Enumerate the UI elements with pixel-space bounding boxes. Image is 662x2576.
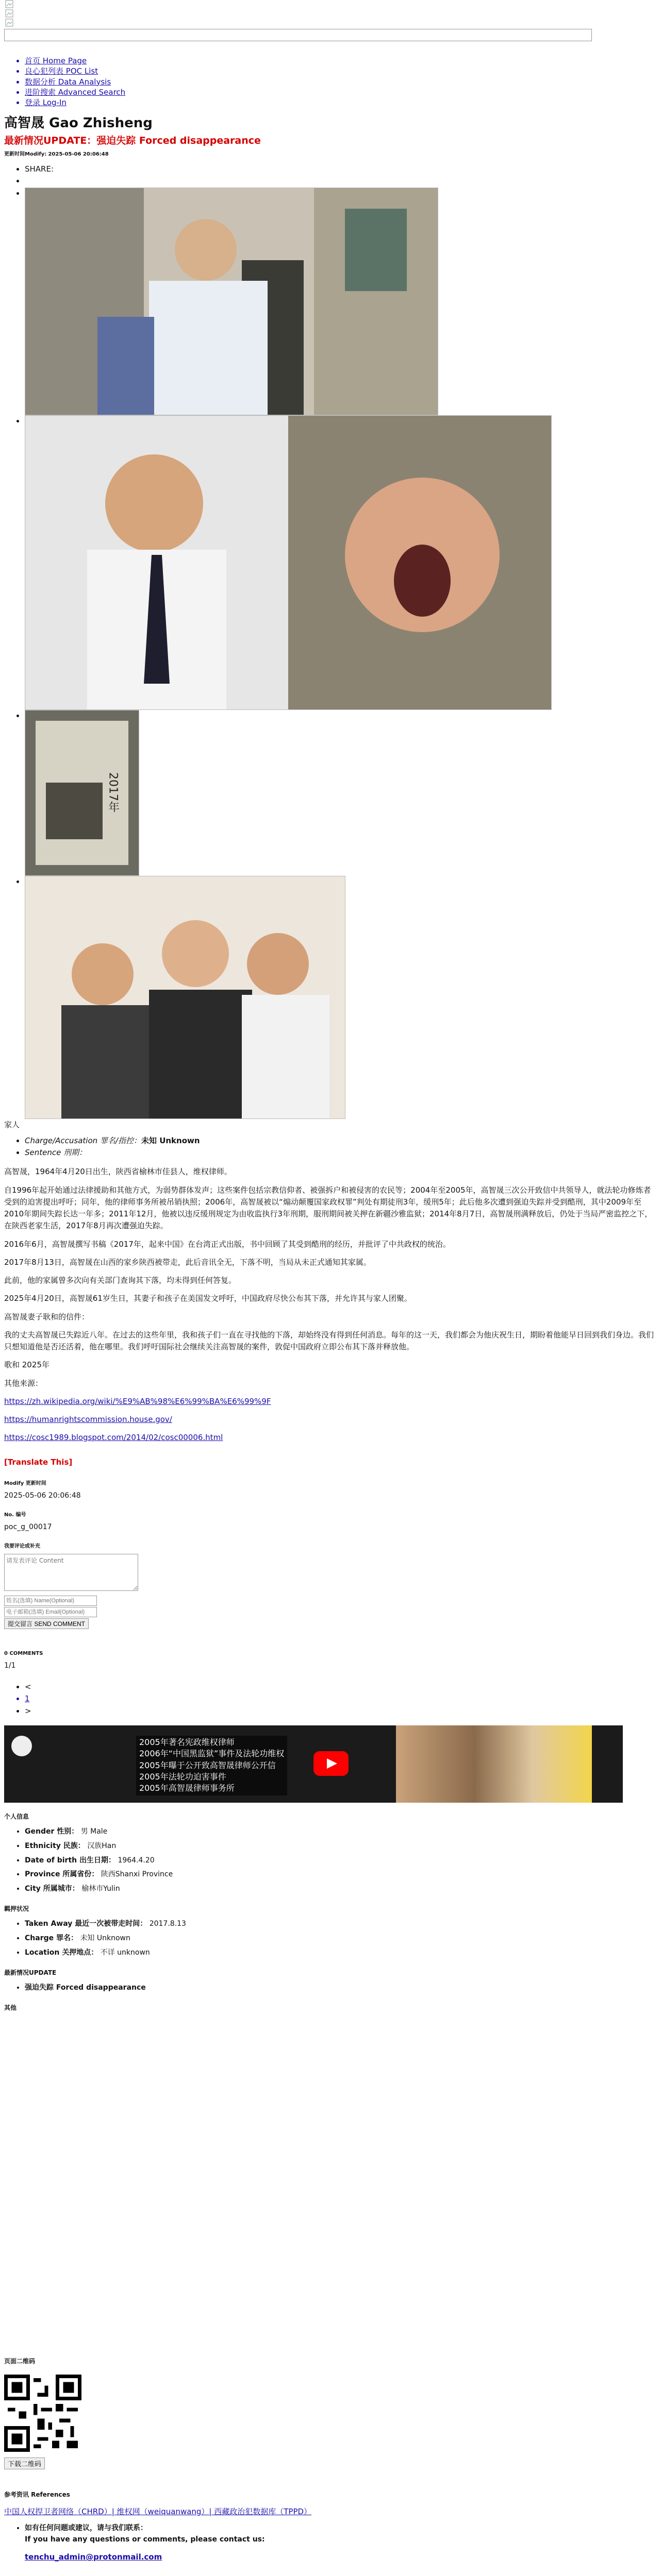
references-links[interactable]: 中国人权捍卫者网络（CHRD）| 维权网（weiquanwang）| 西藏政治犯数据库（TPPD） [4, 2506, 312, 2516]
page-title: 高智晟 Gao Zhisheng [4, 115, 153, 131]
news-photo-pair [25, 415, 552, 710]
info-item: • City 所属城市： 榆林市Yulin [25, 1884, 658, 1895]
contact-item [25, 2523, 658, 2545]
qr-heading: 页面二维码 [4, 2358, 36, 2365]
bio-paragraph: 自1996年起开始通过法律援助和其他方式，为弱势群体发声；这些案件包括宗教信仰者、被强拆户和被侵害的农民等；2004年至2005年，高智晟三次公开致信中共领导人，就法轮功修炼者受到的迫害提出呼吁；同年，他的律师事务所被吊销执照；2006年，高智晟被以“煽动颠覆国家政权罪”判处有期徒刑3年，缓刑5年；此后他多次遭到强迫失踪并受到酷刑，其中2009年至2010年期间失踪长达一年多；2011年12月，他被以违反缓刑规定为由收监执行3年刑期，服刑期间被关押在新疆沙雅监狱；2014年8月7日，高智晟刑满释放后，仍处于当局严密监控之下，在陕西老家生活，2017年8月再次遭强迫失踪。 [4, 1185, 653, 1231]
sentence-label: Sentence 刑期： [25, 1148, 87, 1157]
nav-item-login[interactable]: • 登录 Log-In [25, 97, 658, 108]
share-empty-item [25, 175, 658, 187]
info-item: • Province 所属省份： 陕西Shanxi Province [25, 1869, 658, 1880]
charge-item [25, 1135, 658, 1147]
references-heading: 参考资讯 References [4, 2491, 70, 2499]
modified-label: 更新时间Modify: [4, 151, 47, 157]
channel-avatar [11, 1736, 32, 1756]
search-input[interactable] [4, 29, 592, 41]
bio-paragraph: 高智晟妻子耿和的信件： [4, 1312, 90, 1321]
info-item: • Gender 性别： 男 Male [25, 1826, 658, 1838]
comments-count: 0 COMMENTS [4, 1650, 43, 1656]
update-item: • 强迫失踪 Forced disappearance [25, 1982, 658, 1994]
nav-item-data-analysis[interactable]: • 数据分析 Data Analysis [25, 77, 658, 87]
video-line: 2005年高智晟律师事务所 [139, 1783, 235, 1793]
info-item: • Location 关押地点： 不详 unknown [25, 1947, 658, 1959]
spacer [4, 2018, 658, 2347]
pagination-next[interactable]: • > [25, 1705, 658, 1717]
source-link[interactable]: https://humanrightscommission.house.gov/ [4, 1415, 172, 1424]
broken-image-icon [5, 9, 14, 19]
update-status: 最新情况UPDATE：强迫失踪 Forced disappearance [4, 134, 261, 146]
photo-item [25, 188, 658, 415]
video-thumbnail-photo [396, 1725, 592, 1803]
svg-text:2017年: • 2017年 [106, 772, 120, 812]
bio-paragraph: 此前，他的家属曾多次向有关部门查询其下落，均未得到任何答复。 [4, 1276, 237, 1285]
email-field[interactable] [4, 1607, 97, 1617]
bio-paragraph: 2017年8月13日，高智晟在山西的家乡陕西被带走，此后音讯全无，下落不明，当局从未正式通知其家属。 [4, 1257, 371, 1267]
comment-form-label: 我要评论或补充 [4, 1544, 40, 1550]
video-line: 2005年法轮功迫害事件 [139, 1771, 226, 1782]
nav-item-home[interactable]: • 首页 Home Page [25, 56, 658, 66]
comment-textarea[interactable] [4, 1554, 138, 1591]
source-link[interactable]: https://zh.wikipedia.org/wiki/%E9%AB%98%E6%99%BA%E6%99%9F [4, 1396, 271, 1406]
charge-value: 未知 Unknown [141, 1136, 200, 1145]
book-cover-photo [25, 710, 139, 876]
update-list [4, 1982, 658, 1994]
nav-item-poc-list[interactable]: • 良心犯列表 POC List [25, 66, 658, 76]
bio-paragraph: 2025年4月20日，高智晟61岁生日，其妻子和孩子在美国发文呼吁，中国政府尽快公布其下落，并允许其与家人团聚。 [4, 1294, 412, 1303]
main-nav [4, 56, 658, 108]
profile-list [4, 163, 658, 1119]
broken-image-icon [5, 0, 14, 9]
number-value: poc_g_00017 [4, 1523, 52, 1532]
detention-heading: 羁押状况 [4, 1905, 29, 1912]
bio-paragraph: 高智晟，1964年4月20日出生，陕西省榆林市佳县人，维权律师。 [4, 1167, 232, 1177]
send-comment-button[interactable]: 提交留言 SEND COMMENT [4, 1618, 89, 1629]
family-photo [25, 876, 345, 1119]
charge-label: Charge/Accusation 罪名/指控： [25, 1136, 141, 1145]
info-item: • Charge 罪名： 未知 Unknown [25, 1933, 658, 1944]
bio-paragraph: 歌和 2025年 [4, 1360, 49, 1370]
info-item: • Ethnicity 民族： 汉族Han [25, 1841, 658, 1852]
bio-paragraph: 2016年6月，高智晟撰写书稿《2017年，起来中国》在台湾正式出版，书中回顾了其受到酷刑的经历，并批评了中共政权的统治。 [4, 1239, 451, 1249]
contact-line-en: If you have any questions or comments, please contact us: [25, 2535, 265, 2544]
info-item: • Taken Away 最近一次被带走时间： 2017.8.13 [25, 1919, 658, 1930]
download-qr-button[interactable]: 下载二维码 [4, 2458, 45, 2469]
nav-item-advanced-search[interactable]: • 进阶搜索 Advanced Search [25, 87, 658, 97]
other-heading: 其他 [4, 2004, 17, 2011]
source-link[interactable]: https://cosc1989.blogspot.com/2014/02/cosc00006.html [4, 1433, 223, 1443]
video-overlay-text [136, 1736, 287, 1795]
detention-info-list [4, 1919, 658, 1958]
pagination-page[interactable]: • 1 [25, 1693, 658, 1705]
pagination [4, 1681, 658, 1717]
modified-value: 2025-05-06 20:06:48 [48, 151, 109, 157]
update-heading: 最新情况UPDATE [4, 1969, 57, 1976]
video-line: 2006年“中国黑监狱”事件及法轮功维权 [139, 1749, 285, 1759]
contact-list [4, 2523, 658, 2545]
photo-item [25, 876, 658, 1119]
video-embed[interactable] [4, 1725, 623, 1803]
video-line: 2005年曝于公开致高智晟律师公开信 [139, 1760, 276, 1770]
modify-label: Modify 更新时间 [4, 1480, 46, 1486]
personal-heading: 个人信息 [4, 1812, 29, 1820]
bio-paragraph: 其他来源： [4, 1378, 43, 1388]
contact-email[interactable]: tenchu_admin@protonmail.com [25, 2552, 162, 2562]
modified-line [4, 150, 658, 159]
photo-item [25, 415, 658, 710]
number-label: No. 编号 [4, 1512, 26, 1518]
qr-code-icon [4, 2375, 81, 2452]
video-line: 2005年著名宪政维权律师 [139, 1737, 235, 1747]
info-item: • Date of birth 出生日期： 1964.4.20 [25, 1855, 658, 1867]
sentence-item [25, 1147, 658, 1159]
modify-value: 2025-05-06 20:06:48 [4, 1492, 81, 1500]
portrait-photo [25, 188, 438, 415]
contact-line-zh: 如有任何问题或建议，请与我们联系： [25, 2524, 147, 2533]
photo-caption: 家人 [4, 1120, 20, 1129]
personal-info-list [4, 1826, 658, 1894]
translate-link[interactable]: [Translate This] [4, 1457, 73, 1467]
pagination-total: 1/1 [4, 1662, 16, 1670]
photo-item [25, 710, 658, 876]
name-field[interactable] [4, 1596, 97, 1606]
bio-paragraph: 我的丈夫高智晟已失踪近八年。在过去的这些年里，我和孩子们一直在寻找他的下落，却始终没有得到任何消息。每年的这一天，我们都会为他庆祝生日，期盼着他能早日回到我们身边。我们只想知道他是否还活着，他在哪里。我们呼吁国际社会继续关注高智晟的案件，敦促中国政府立即公布其下落并释放他。 [4, 1330, 654, 1351]
share-label: • SHARE: [25, 163, 658, 175]
pagination-prev[interactable]: • < [25, 1681, 658, 1693]
charge-list [4, 1135, 658, 1159]
play-icon[interactable] [313, 1751, 349, 1776]
broken-image-icon [5, 19, 14, 28]
